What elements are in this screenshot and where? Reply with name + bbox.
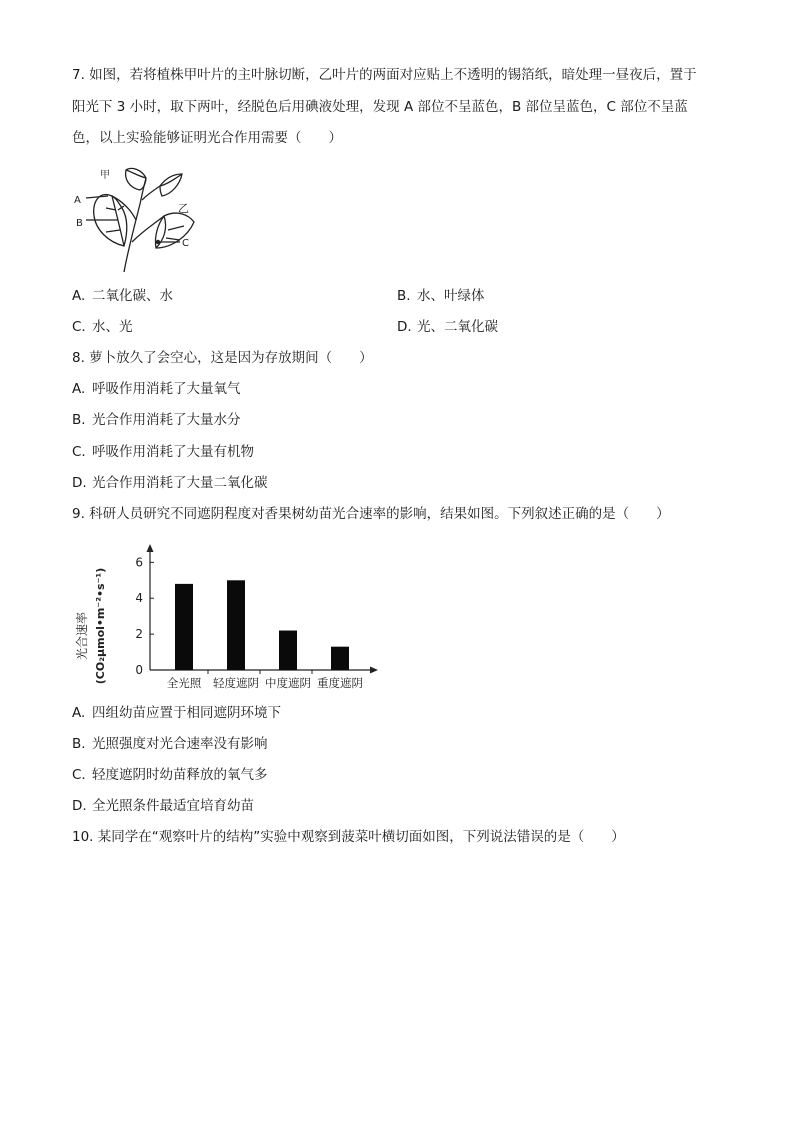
q7-stem-line-3: 色，以上实验能够证明光合作用需要（ ） [72,130,342,146]
bar [175,584,193,670]
option-label: B. [397,288,411,304]
photosynthesis-bar-chart [70,540,390,696]
x-category-label: 轻度遮阴 [213,676,259,690]
option-label: D. [72,798,87,814]
x-axis-arrow [370,667,378,674]
q9-option-c [72,766,268,784]
label-jia: 甲 [100,170,110,181]
q7-option-b [397,287,485,305]
option-text: 全光照条件最适宜培育幼苗 [92,798,254,814]
q7-stem-line-2: 阳光下 3 小时，取下两叶，经脱色后用碘液处理，发现 A 部位不呈蓝色，B 部位呈蓝色，C 部位不呈蓝 [72,99,688,115]
label-b: B [76,218,83,229]
chart-bars [175,580,349,670]
q10-stem: 10. 某同学在“观察叶片的结构”实验中观察到菠菜叶横切面如图，下列说法错误的是（ ） [72,829,625,845]
option-text: 二氧化碳、水 [92,288,173,304]
option-label: D. [72,475,87,491]
option-label: C. [72,444,86,460]
x-category-label: 重度遮阴 [317,676,363,690]
q7-option-d [397,318,498,336]
bar [279,631,297,670]
q9-option-a [72,704,281,722]
bar [227,580,245,670]
option-label: B. [72,412,86,428]
label-a: A [74,195,81,206]
q8-stem: 8. 萝卜放久了会空心，这是因为存放期间（ ） [72,350,373,366]
q7-stem-line-1: 7. 如图，若将植株甲叶片的主叶脉切断，乙叶片的两面对应贴上不透明的锡箔纸，暗处理一昼夜后，置于 [72,67,697,83]
y-axis-title: 光合速率 [75,611,89,661]
q8-option-d [72,474,268,492]
q7-option-a [72,287,173,305]
option-text: 水、光 [92,319,133,335]
q8-option-a [72,380,241,398]
q9-option-d [72,797,254,815]
x-category-label: 全光照 [166,676,202,690]
option-text: 光照强度对光合速率没有影响 [92,736,268,752]
q7-option-c [72,318,133,336]
option-text: 轻度遮阴时幼苗释放的氧气多 [92,767,268,783]
q9-stem: 9. 科研人员研究不同遮阴程度对香果树幼苗光合速率的影响，结果如图。下列叙述正确的是（ ） [72,506,670,522]
y-axis-arrow [147,544,154,552]
option-text: 四组幼苗应置于相同遮阴环境下 [92,705,281,721]
y-tick-label: 4 [135,591,143,606]
x-category-label: 中度遮阴 [265,676,311,690]
option-label: C. [72,767,86,783]
plant-figure [72,160,204,276]
y-axis-unit: (CO₂μmol•m⁻²•s⁻¹) [94,567,107,685]
option-text: 呼吸作用消耗了大量有机物 [92,444,254,460]
point-c-marker [156,240,160,244]
option-label: B. [72,736,86,752]
plant-branch [132,216,164,242]
q8-option-c [72,443,254,461]
q9-option-b [72,735,268,753]
option-label: A. [72,288,86,304]
option-label: A. [72,705,86,721]
y-tick-label: 0 [135,663,143,677]
label-yi: 乙 [178,202,189,215]
option-text: 光、二氧化碳 [417,319,498,335]
option-text: 光合作用消耗了大量水分 [92,412,241,428]
option-text: 水、叶绿体 [417,288,485,304]
bar [331,647,349,670]
option-label: A. [72,381,86,397]
option-text: 光合作用消耗了大量二氧化碳 [92,475,268,491]
option-label: D. [397,319,412,335]
y-tick-label: 6 [135,555,143,570]
y-tick-label: 2 [135,627,143,642]
label-c: C [182,238,189,249]
option-text: 呼吸作用消耗了大量氧气 [92,381,241,397]
option-label: C. [72,319,86,335]
q8-option-b [72,411,241,429]
